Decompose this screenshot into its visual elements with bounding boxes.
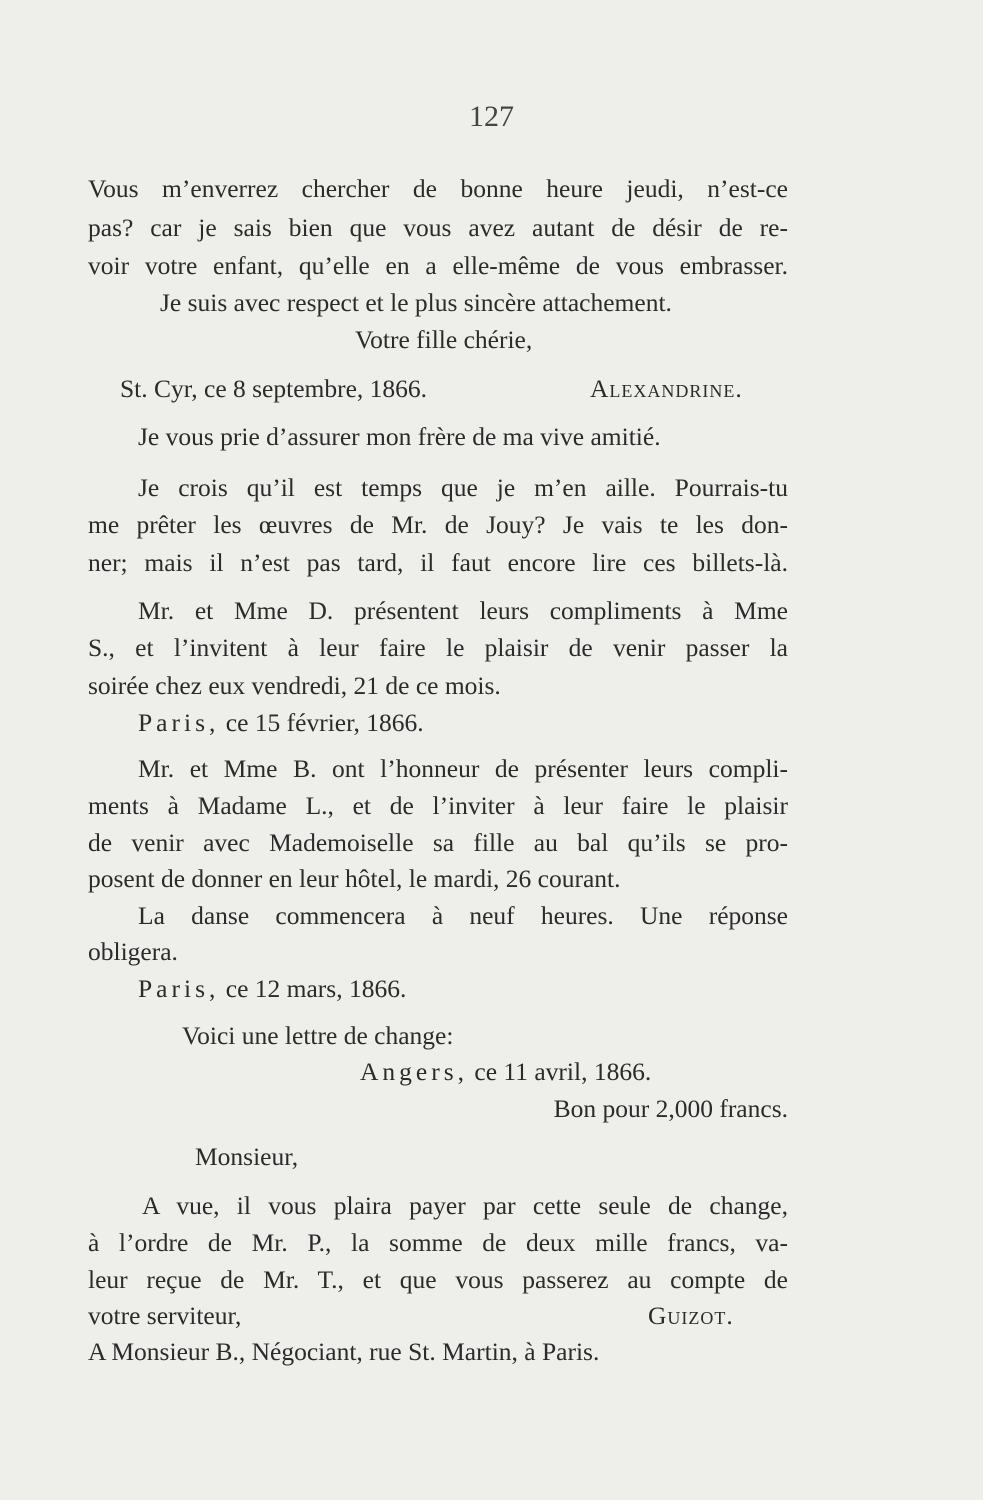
invitation2-date: ce 12 mars, 1866. — [225, 974, 407, 1003]
invitation1-dateline — [138, 706, 788, 740]
letter1-line-1: Vous m’enverrez chercher de bonne heure jeudi, n’est-ce — [88, 174, 788, 203]
bill-intro: Voici une lettre de change: — [182, 1021, 454, 1050]
bill-last-line: votre serviteur, — [88, 1301, 242, 1330]
letter1-line-3: voir votre enfant, qu’elle en a elle-même de vous embrasser. — [88, 251, 788, 280]
bill-salutation: Monsieur, — [195, 1142, 299, 1171]
invitation2-dance-1: La danse commencera à neuf heures. Une réponse — [138, 901, 788, 930]
jouy-line-3: ner; mais il n’est pas tard, il faut encore lire ces billets-là. — [88, 548, 788, 577]
bill-address: A Monsieur B., Négociant, rue St. Martin, à Paris. — [88, 1337, 600, 1366]
bill-line-3: leur reçue de Mr. T., et que vous passerez au compte de — [88, 1265, 788, 1294]
invitation1-line-3: soirée chez eux vendredi, 21 de ce mois. — [88, 671, 501, 700]
invitation1-date: ce 15 février, 1866. — [225, 708, 424, 737]
letter1-line-2: pas? car je sais bien que vous avez autant de désir de re- — [88, 213, 788, 242]
bill-date: ce 11 avril, 1866. — [474, 1057, 652, 1086]
bill-dateline — [360, 1055, 780, 1089]
invitation2-line-3: de venir avec Mademoiselle sa fille au bal qu’ils se pro- — [88, 828, 788, 857]
invitation2-line-1: Mr. et Mme B. ont l’honneur de présenter leurs compli- — [138, 754, 788, 783]
invitation2-line-2: ments à Madame L., et de l’inviter à leur faire le plaisir — [88, 791, 788, 820]
invitation2-dance-2: obligera. — [88, 937, 178, 966]
bill-place: Angers, — [360, 1057, 469, 1086]
amitie-line: Je vous prie d’assurer mon frère de ma vive amitié. — [138, 422, 661, 451]
invitation2-place: Paris, — [138, 974, 220, 1003]
bill-amount: Bon pour 2,000 francs. — [553, 1094, 788, 1123]
letter1-closing-2: Votre fille chérie, — [355, 325, 533, 354]
invitation2-line-4: posent de donner en leur hôtel, le mardi, 26 courant. — [88, 864, 621, 893]
bill-line-2: à l’ordre de Mr. P., la somme de deux mille francs, va- — [88, 1228, 788, 1257]
invitation2-dateline — [138, 972, 788, 1006]
invitation1-place: Paris, — [138, 708, 220, 737]
invitation1-line-2: S., et l’invitent à leur faire le plaisir de venir passer la — [88, 633, 788, 662]
letter1-date: St. Cyr, ce 8 septembre, 1866. — [120, 374, 428, 403]
invitation1-line-1: Mr. et Mme D. présentent leurs compliments à Mme — [138, 596, 788, 625]
jouy-line-1: Je crois qu’il est temps que je m’en aille. Pourrais-tu — [138, 473, 788, 502]
letter1-closing: Je suis avec respect et le plus sincère attachement. — [160, 288, 672, 317]
letter1-signature: Alexandrine. — [590, 374, 743, 403]
bill-line-1: A vue, il vous plaira payer par cette seule de change, — [142, 1191, 788, 1220]
jouy-line-2: me prêter les œuvres de Mr. de Jouy? Je vais te les don- — [88, 510, 788, 539]
bill-signature: Guizot. — [648, 1301, 734, 1330]
page-number: 127 — [469, 100, 514, 133]
